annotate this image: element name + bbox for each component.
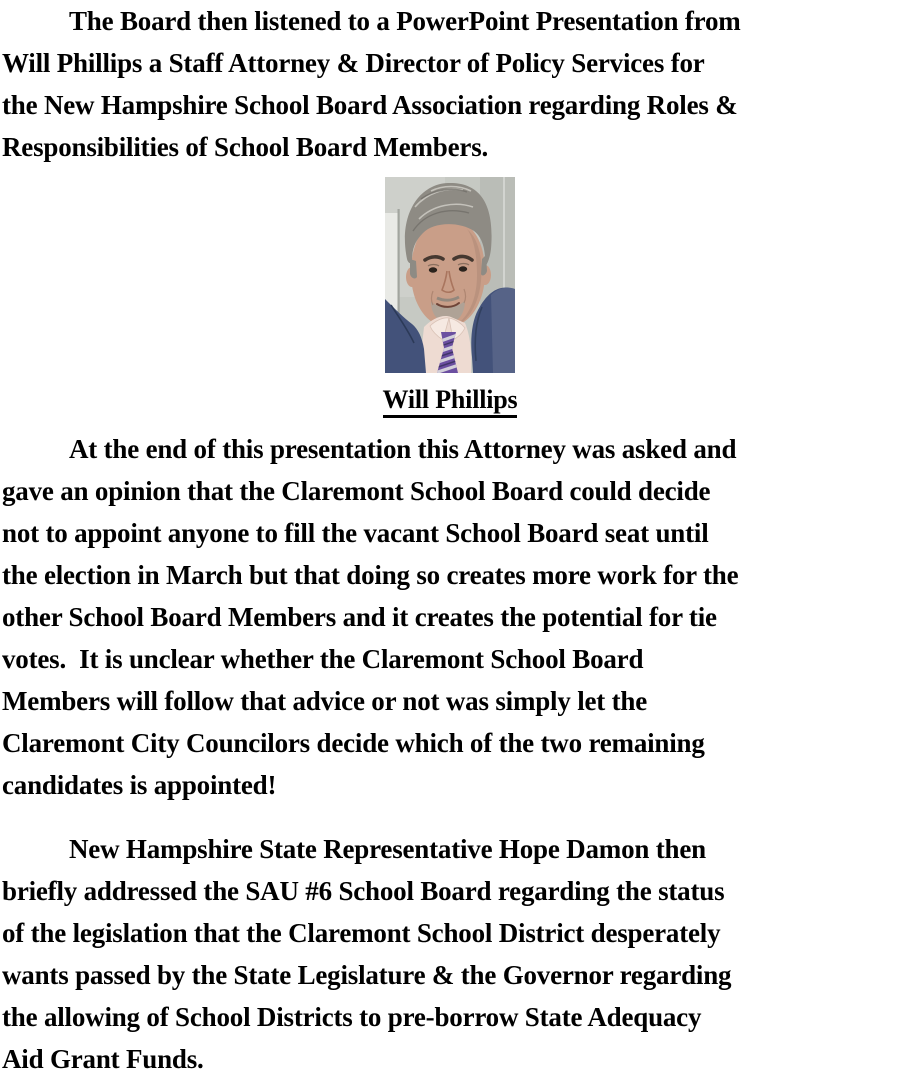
text-line: the allowing of School Districts to pre-borrow State Adequacy — [2, 1002, 702, 1032]
text-line: of the legislation that the Claremont School District desperately — [2, 918, 721, 948]
photo-caption-text: Will Phillips — [383, 385, 518, 418]
text-line: wants passed by the State Legislature & the Governor regarding — [2, 960, 732, 990]
photo-caption — [0, 383, 900, 417]
text-line: candidates is appointed! — [2, 770, 277, 800]
portrait-figure — [0, 177, 900, 417]
text-line: The Board then listened to a PowerPoint Presentation from — [69, 6, 741, 36]
text-line: gave an opinion that the Claremont School Board could decide — [2, 476, 711, 506]
text-line: New Hampshire State Representative Hope Damon then — [69, 834, 706, 864]
text-line: At the end of this presentation this Attorney was asked and — [69, 434, 737, 464]
text-line: Members will follow that advice or not was simply let the — [2, 686, 648, 716]
text-line: votes. It is unclear whether the Claremont School Board — [2, 644, 644, 674]
text-line: Responsibilities of School Board Members. — [2, 132, 489, 162]
paragraph-2 — [0, 428, 900, 806]
text-line: the election in March but that doing so creates more work for the — [2, 560, 739, 590]
text-line: Aid Grant Funds. — [2, 1044, 204, 1074]
paragraph-3 — [0, 828, 900, 1080]
text-line: other School Board Members and it creates the potential for tie — [2, 602, 717, 632]
text-line: briefly addressed the SAU #6 School Board regarding the status — [2, 876, 725, 906]
text-line: the New Hampshire School Board Association regarding Roles & — [2, 90, 738, 120]
text-line: not to appoint anyone to fill the vacant School Board seat until — [2, 518, 709, 548]
text-line: Claremont City Councilors decide which of the two remaining — [2, 728, 705, 758]
will-phillips-photo — [385, 177, 515, 373]
text-line: Will Phillips a Staff Attorney & Director of Policy Services for — [2, 48, 705, 78]
paragraph-1 — [0, 0, 900, 168]
